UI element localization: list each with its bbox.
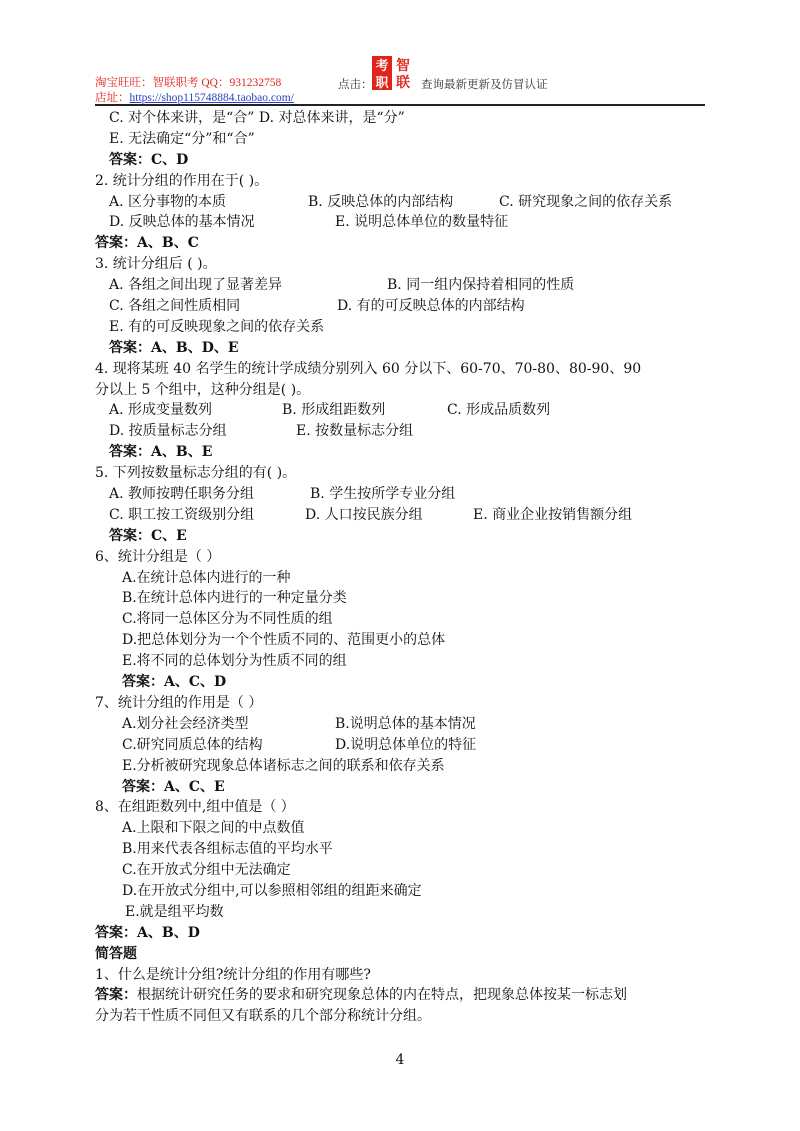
question-text: 3. 统计分组后 ( )。 bbox=[95, 256, 217, 273]
option-text: E.分析被研究现象总体诸标志之间的联系和依存关系 bbox=[122, 757, 445, 774]
options-line bbox=[95, 296, 710, 317]
options-line bbox=[95, 421, 710, 442]
header-rule bbox=[95, 104, 705, 106]
text-line bbox=[95, 651, 710, 672]
logo-char: 职 bbox=[375, 76, 389, 90]
shop-link[interactable]: https://shop115748884.taobao.com/ bbox=[129, 92, 294, 104]
option-text: D. 按质量标志分组 bbox=[109, 423, 227, 440]
text-line bbox=[95, 860, 710, 881]
answer-text: 答案：A、C、E bbox=[122, 778, 225, 795]
options-line bbox=[95, 735, 710, 756]
options-line bbox=[95, 505, 710, 526]
answer-line bbox=[95, 442, 710, 463]
option-text: D.把总体划分为一个个性质不同的、范围更小的总体 bbox=[122, 632, 446, 649]
question-text: 6、统计分组是（ ） bbox=[95, 548, 221, 565]
answer-text: 答案：A、B、E bbox=[109, 444, 213, 461]
option-text: B.用来代表各组标志值的平均水平 bbox=[122, 841, 333, 858]
answer-text: 答案：A、B、D bbox=[95, 924, 200, 941]
document-body bbox=[95, 108, 710, 1027]
logo-char: 考 bbox=[375, 59, 389, 74]
option-text: B. 同一组内保持着相同的性质 bbox=[387, 277, 575, 294]
option-text: C.将同一总体区分为不同性质的组 bbox=[122, 611, 333, 628]
question-line bbox=[95, 797, 710, 818]
options-line bbox=[95, 275, 710, 296]
question-text: 8、在组距数列中,组中值是（ ） bbox=[95, 799, 295, 816]
answer-text: 答案：A、B、C bbox=[95, 235, 199, 252]
text-line bbox=[95, 1006, 710, 1027]
options-line bbox=[95, 714, 710, 735]
answer-body: 根据统计研究任务的要求和研究现象总体的内在特点，把现象总体按某一标志划 bbox=[137, 987, 627, 1004]
option-text: B.说明总体的基本情况 bbox=[335, 715, 476, 732]
answer-line bbox=[95, 150, 710, 171]
line-text: E. 无法确定“分”和“合” bbox=[109, 130, 255, 147]
option-text: B. 学生按所学专业分组 bbox=[310, 486, 456, 503]
text-line bbox=[95, 129, 710, 150]
option-text: A.划分社会经济类型 bbox=[122, 715, 249, 732]
question-text: 分以上 5 个组中，这种分组是( )。 bbox=[95, 381, 311, 398]
question-text: 5. 下列按数量标志分组的有( )。 bbox=[95, 465, 297, 482]
text-line bbox=[95, 609, 710, 630]
option-text: A. 区分事物的本质 bbox=[109, 193, 227, 210]
option-text: E. 说明总体单位的数量特征 bbox=[335, 214, 509, 231]
option-text: B.在统计总体内进行的一种定量分类 bbox=[122, 590, 347, 607]
option-text: D. 人口按民族分组 bbox=[305, 506, 423, 523]
section-heading bbox=[95, 944, 710, 965]
options-line bbox=[95, 192, 710, 213]
option-text: E.就是组平均数 bbox=[125, 903, 224, 920]
question-line bbox=[95, 547, 710, 568]
answer-line bbox=[95, 338, 710, 359]
answer-prefix: 答案： bbox=[95, 987, 137, 1004]
question-line bbox=[95, 463, 710, 484]
option-text: B. 反映总体的内部结构 bbox=[308, 193, 454, 210]
option-text: E. 商业企业按销售额分组 bbox=[473, 506, 633, 523]
question-text: 1、什么是统计分组?统计分组的作用有哪些? bbox=[95, 966, 371, 983]
option-text: C.研究同质总体的结构 bbox=[122, 736, 263, 753]
text-line bbox=[95, 902, 710, 923]
answer-text: 分为若干性质不同但又有联系的几个部分称统计分组。 bbox=[95, 1008, 431, 1025]
option-text: D.在开放式分组中,可以参照相邻组的组距来确定 bbox=[122, 882, 422, 899]
answer-line bbox=[95, 526, 710, 547]
text-line bbox=[95, 588, 710, 609]
question-text: 4. 现将某班 40 名学生的统计学成绩分别列入 60 分以下、60-70、70-80、80-90、90 bbox=[95, 360, 642, 377]
question-line bbox=[95, 965, 710, 986]
option-text: E. 按数量标志分组 bbox=[296, 423, 414, 440]
shop-prefix: 店址： bbox=[95, 92, 130, 104]
question-line bbox=[95, 171, 710, 192]
section-title: 简答题 bbox=[95, 945, 137, 962]
page-number: 4 bbox=[395, 1052, 405, 1068]
option-text: B. 形成组距数列 bbox=[282, 402, 386, 419]
answer-text: 答案：A、C、D bbox=[122, 674, 227, 691]
text-line bbox=[95, 317, 710, 338]
question-text: 2. 统计分组的作用在于( )。 bbox=[95, 172, 269, 189]
answer-line bbox=[95, 923, 710, 944]
text-line bbox=[95, 630, 710, 651]
option-text: D.说明总体单位的特征 bbox=[335, 736, 477, 753]
option-text: E. 有的可反映现象之间的依存关系 bbox=[109, 318, 325, 335]
option-text: A. 各组之间出现了显著差异 bbox=[109, 277, 283, 294]
answer-line bbox=[95, 672, 710, 693]
answer-text: 答案：A、B、D、E bbox=[109, 339, 239, 356]
logo-char: 联 bbox=[396, 75, 410, 90]
answer-text: 答案：C、D bbox=[109, 151, 189, 168]
answer-line bbox=[95, 233, 710, 254]
option-text: C. 各组之间性质相同 bbox=[109, 298, 241, 315]
line-text: C. 对个体来讲，是“合” D. 对总体来讲，是“分” bbox=[109, 110, 405, 126]
option-text: D. 反映总体的基本情况 bbox=[109, 214, 255, 231]
option-text: A. 教师按聘任职务分组 bbox=[109, 486, 255, 503]
taobao-contact: 淘宝旺旺：智联职考 QQ：931232758 bbox=[95, 77, 282, 89]
verify-text: 查询最新更新及仿冒认证 bbox=[421, 79, 548, 91]
text-line bbox=[95, 839, 710, 860]
question-line bbox=[95, 254, 710, 275]
question-text: 7、统计分组的作用是（ ） bbox=[95, 694, 263, 711]
question-line bbox=[95, 693, 710, 714]
option-text: C. 职工按工资级别分组 bbox=[109, 506, 255, 523]
options-line bbox=[95, 212, 710, 233]
question-line bbox=[95, 359, 710, 380]
option-text: E.将不同的总体划分为性质不同的组 bbox=[122, 653, 347, 670]
option-text: A. 形成变量数列 bbox=[109, 402, 213, 419]
option-text: A.在统计总体内进行的一种 bbox=[122, 569, 291, 586]
text-line bbox=[95, 756, 710, 777]
option-text: C. 研究现象之间的依存关系 bbox=[499, 193, 673, 210]
option-text: A.上限和下限之间的中点数值 bbox=[122, 820, 305, 837]
option-text: C.在开放式分组中无法确定 bbox=[122, 862, 291, 879]
text-line bbox=[95, 568, 710, 589]
text-line bbox=[95, 108, 710, 129]
options-line bbox=[95, 400, 710, 421]
question-line bbox=[95, 380, 710, 401]
answer-text bbox=[95, 987, 627, 1003]
answer-text: 答案：C、E bbox=[109, 527, 187, 544]
text-line bbox=[95, 818, 710, 839]
option-text: C. 形成品质数列 bbox=[447, 402, 551, 419]
logo-char: 智 bbox=[396, 58, 410, 74]
brand-logo-icon[interactable] bbox=[372, 56, 414, 90]
options-line bbox=[95, 484, 710, 505]
text-line bbox=[95, 881, 710, 902]
click-label: 点击： bbox=[338, 79, 373, 91]
header-contact bbox=[95, 76, 294, 106]
answer-line bbox=[95, 985, 710, 1006]
option-text: D. 有的可反映总体的内部结构 bbox=[337, 298, 525, 315]
answer-line bbox=[95, 777, 710, 798]
